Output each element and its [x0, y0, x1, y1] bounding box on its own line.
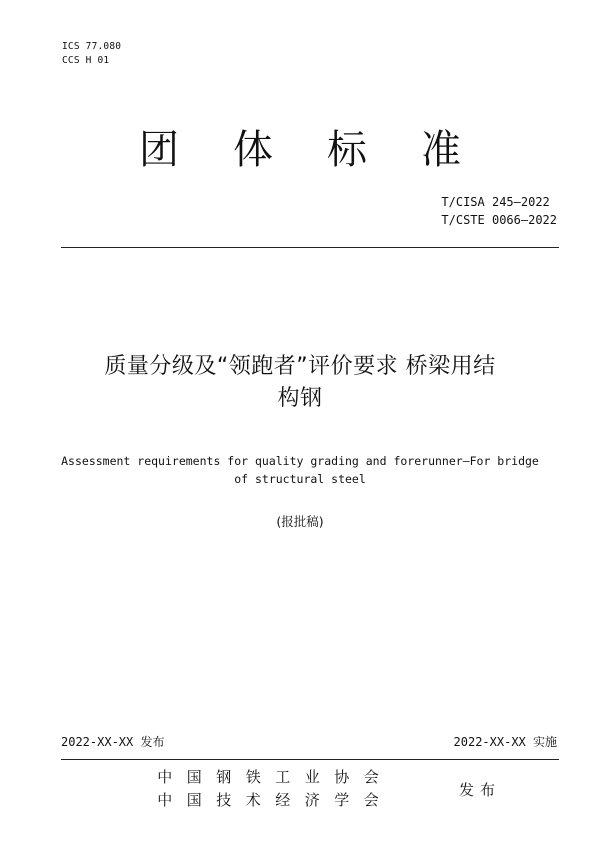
- title-cn-line-2: 构钢: [277, 386, 323, 411]
- document-title-english: [40, 452, 560, 488]
- issuer-char: 协: [334, 768, 350, 786]
- issuer-char: 铁: [245, 768, 261, 786]
- draft-status: (报批稿): [276, 514, 324, 529]
- title-en-line-1: Assessment requirements for quality grading and forerunner—For bridge: [61, 454, 539, 468]
- title-en-line-2: of structural steel: [234, 472, 366, 486]
- publish-date: 2022-XX-XX 发布: [61, 735, 165, 749]
- issuer-steel-association: [150, 766, 386, 789]
- standard-number-cisa: T/CISA 245—2022: [441, 195, 550, 209]
- issuer-char: 会: [363, 768, 379, 786]
- issuer-char: 经: [275, 791, 291, 809]
- standard-numbers: [441, 193, 557, 229]
- title-cn-line-1: 质量分级及“领跑者”评价要求 桥梁用结: [104, 354, 496, 379]
- issuer-char: 钢: [216, 768, 232, 786]
- title-char: 体: [233, 127, 273, 173]
- issuing-organizations: [150, 766, 386, 812]
- issuer-char: 业: [304, 768, 320, 786]
- issuer-char: 国: [186, 768, 202, 786]
- ccs-code: CCS H 01: [62, 55, 110, 66]
- ics-code: ICS 77.080: [62, 41, 122, 52]
- issuer-char: 中: [157, 768, 173, 786]
- implementation-date: 2022-XX-XX 实施: [453, 735, 557, 749]
- issuer-char: 会: [363, 791, 379, 809]
- issue-label: 发布: [459, 781, 502, 799]
- bottom-divider: [61, 759, 559, 760]
- issuer-char: 学: [334, 791, 350, 809]
- standard-number-cste: T/CSTE 0066—2022: [441, 213, 557, 227]
- issuer-char: 济: [304, 791, 320, 809]
- issuer-char: 工: [275, 768, 291, 786]
- issuer-char: 中: [157, 791, 173, 809]
- document-title-chinese: [40, 351, 560, 415]
- issuer-techno-economics-society: [150, 789, 386, 812]
- standard-type-title: [0, 118, 600, 175]
- title-char: 标: [327, 127, 367, 173]
- issuer-char: 国: [186, 791, 202, 809]
- title-char: 准: [421, 127, 461, 173]
- issuer-char: 术: [245, 791, 261, 809]
- classification-codes: [62, 40, 121, 68]
- top-divider: [61, 247, 559, 248]
- title-char: 团: [139, 127, 179, 173]
- issuer-char: 技: [216, 791, 232, 809]
